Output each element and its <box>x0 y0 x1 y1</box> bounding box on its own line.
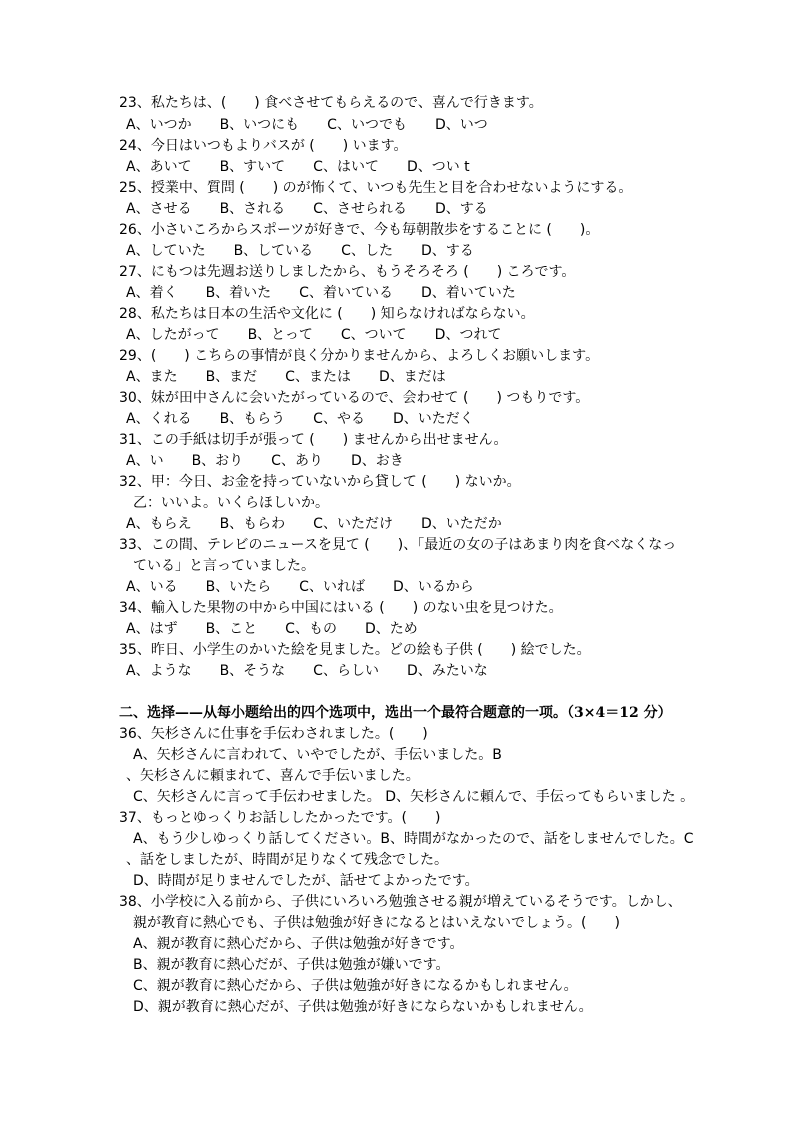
question-31: 31、この手紙は切手が張って ( ) ませんから出せません。 <box>119 432 508 448</box>
options-29: A、また B、まだ C、または D、まだは <box>126 369 446 385</box>
question-34: 34、輸入した果物の中から中国にはいる ( ) のない虫を見つけた。 <box>119 600 563 616</box>
options-23: A、いつか B、いつにも C、いつでも D、いつ <box>126 117 488 133</box>
question-32-reply: 乙：いいよ。いくらほしいか。 <box>133 495 329 511</box>
question-33-continued: ている」と言っていました。 <box>133 558 315 574</box>
question-38-continued: 親が教育に熱心でも、子供は勉強が好きになるとはいえないでしょう。( ) <box>133 915 620 931</box>
options-36-line-2: 、矢杉さんに頼まれて、喜んで手伝いました。 <box>126 768 420 784</box>
options-32: A、もらえ B、もらわ C、いただけ D、いただか <box>126 516 502 532</box>
options-34: A、はず B、こと C、もの D、ため <box>126 621 418 637</box>
options-28: A、したがって B、とって C、ついて D、つれて <box>126 327 502 343</box>
options-33: A、いる B、いたら C、いれば D、いるから <box>126 579 474 595</box>
options-25: A、させる B、される C、させられる D、する <box>126 201 488 217</box>
options-37-line-3: D、時間が足りませんでしたが、話せてよかったです。 <box>133 873 479 889</box>
options-35: A、ような B、そうな C、らしい D、みたいな <box>126 663 488 679</box>
question-38: 38、小学校に入る前から、子供にいろいろ勉強させる親が増えているそうです。しかし、 <box>119 894 682 910</box>
question-23: 23、私たちは、( ) 食べさせてもらえるので、喜んで行きます。 <box>119 95 543 111</box>
options-26: A、していた B、している C、した D、する <box>126 243 474 259</box>
question-29: 29、( ) こちらの事情が良く分かりませんから、よろしくお願いします。 <box>119 348 600 364</box>
option-38-b: B、親が教育に熱心だが、子供は勉強が嫌いです。 <box>133 957 450 973</box>
question-26: 26、小さいころからスポーツが好きで、今も毎朝散歩をすることに ( )。 <box>119 222 600 238</box>
option-38-c: C、親が教育に熱心だから、子供は勉強が好きになるかもしれません。 <box>133 978 578 994</box>
options-27: A、着く B、着いた C、着いている D、着いていた <box>126 285 516 301</box>
question-35: 35、昨日、小学生のかいた絵を見ました。どの絵も子供 ( ) 絵でした。 <box>119 642 591 658</box>
question-37: 37、もっとゆっくりお話ししたかったです。( ) <box>119 810 441 826</box>
section-heading: 二、选择——从每小题给出的四个选项中，选出一个最符合题意的一项。（3×4＝12 分） <box>119 705 672 721</box>
question-36: 36、矢杉さんに仕事を手伝わされました。( ) <box>119 726 428 742</box>
option-38-d: D、親が教育に熱心だが、子供は勉強が好きにならないかもしれません。 <box>133 999 593 1015</box>
options-37-line-1: A、もう少しゆっくり話してください。B、時間がなかったので、話をしませんでした。C <box>133 831 694 847</box>
question-33: 33、この間、テレビのニュースを見て ( )、「最近の女の子はあまり肉を食べなくなっ <box>119 537 677 553</box>
options-37-line-2: 、話をしましたが、時間が足りなくて残念でした。 <box>126 852 448 868</box>
option-38-a: A、親が教育に熱心だから、子供は勉強が好きです。 <box>133 936 464 952</box>
question-25: 25、授業中、質問 ( ) のが怖くて、いつも先生と目を合わせないようにする。 <box>119 180 633 196</box>
question-27: 27、にもつは先週お送りしましたから、もうそろそろ ( ) ころです。 <box>119 264 576 280</box>
question-24: 24、今日はいつもよりバスが ( ) います。 <box>119 138 408 154</box>
options-36-line-1: A、矢杉さんに言われて、いやでしたが、手伝いました。B <box>133 747 502 763</box>
options-30: A、くれる B、もらう C、やる D、いただく <box>126 411 474 427</box>
options-31: A、い B、おり C、あり D、おき <box>126 453 404 469</box>
options-24: A、あいて B、すいて C、はいて D、つい t <box>126 159 470 175</box>
options-36-line-3: C、矢杉さんに言って手伝わせました。 D、矢杉さんに頼んで、手伝ってもらいました 。 <box>133 789 695 805</box>
question-30: 30、妹が田中さんに会いたがっているので、会わせて ( ) つもりです。 <box>119 390 590 406</box>
question-32: 32、甲：今日、お金を持っていないから貸して ( ) ないか。 <box>119 474 521 490</box>
question-28: 28、私たちは日本の生活や文化に ( ) 知らなければならない。 <box>119 306 535 322</box>
